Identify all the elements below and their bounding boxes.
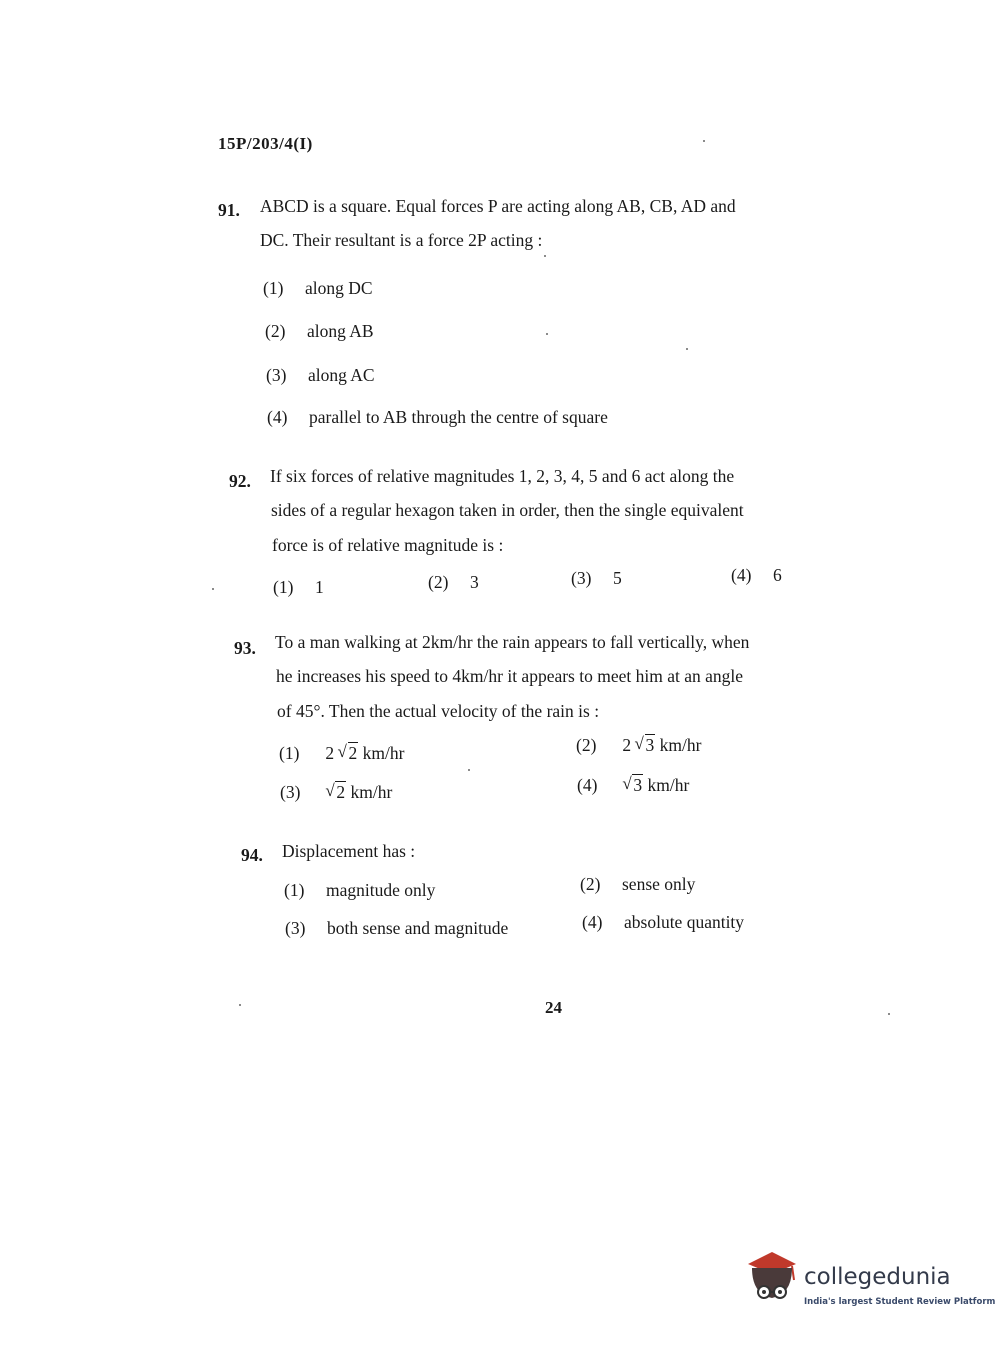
scan-speck <box>546 333 548 335</box>
option-3 <box>285 918 508 939</box>
scan-speck <box>212 588 214 590</box>
page-code: 15P/203/4(I) <box>218 134 313 153</box>
mascot-icon <box>742 1248 802 1310</box>
option-text: parallel to AB through the centre of square <box>309 407 608 427</box>
option-4 <box>577 775 689 796</box>
question-text-line: If six forces of relative magnitudes 1, 2, 3, 4, 5 and 6 act along the <box>270 466 735 486</box>
question-text-line: force is of relative magnitude is : <box>272 535 504 555</box>
option-number: (2) <box>428 572 449 592</box>
option-coefficient: 2 <box>325 743 335 763</box>
option-number: (1) <box>279 743 300 763</box>
option-3 <box>571 568 622 589</box>
option-1 <box>279 743 404 764</box>
question-text-line: Displacement has : <box>282 841 416 861</box>
question-text-line: ABCD is a square. Equal forces P are acting along AB, CB, AD and <box>260 196 736 216</box>
option-number: (1) <box>284 880 305 900</box>
option-4 <box>582 912 744 933</box>
question-number: 93. <box>234 638 256 658</box>
option-1 <box>284 880 435 901</box>
option-number: (3) <box>571 568 592 588</box>
question-text-line: To a man walking at 2km/hr the rain appears to fall vertically, when <box>275 632 750 652</box>
logo-tagline: India's largest Student Review Platform <box>804 1297 996 1307</box>
square-root-symbol <box>636 735 656 756</box>
option-unit: km/hr <box>659 735 702 755</box>
option-unit: km/hr <box>362 743 405 763</box>
scan-speck <box>686 348 688 350</box>
scan-speck <box>468 769 470 771</box>
option-4 <box>267 407 608 428</box>
question-number: 92. <box>229 471 251 491</box>
option-number: (3) <box>266 365 287 385</box>
option-text: absolute quantity <box>624 912 745 932</box>
option-number: (2) <box>576 735 597 755</box>
radicand: 2 <box>336 782 346 802</box>
option-text: along AB <box>307 321 374 341</box>
option-text: both sense and magnitude <box>327 918 509 938</box>
option-number: (3) <box>285 918 306 938</box>
scan-speck <box>703 140 705 142</box>
option-number: (2) <box>265 321 286 341</box>
option-2 <box>265 321 374 342</box>
question-text-line: he increases his speed to 4km/hr it appears to meet him at an angle <box>276 666 744 686</box>
option-2 <box>580 874 695 895</box>
option-number: (4) <box>577 775 598 795</box>
option-number: (2) <box>580 874 601 894</box>
question-number: 94. <box>241 845 263 865</box>
square-root-symbol <box>623 775 643 796</box>
option-text: 1 <box>315 577 324 597</box>
scan-speck <box>888 1013 890 1015</box>
option-unit: km/hr <box>350 782 393 802</box>
option-2 <box>428 572 479 593</box>
collegedunia-logo <box>742 1248 996 1318</box>
scan-speck <box>544 255 546 257</box>
question-text-line: sides of a regular hexagon taken in order, then the single equivalent <box>271 500 744 520</box>
radicand: 3 <box>645 735 655 755</box>
option-text: along DC <box>305 278 373 298</box>
option-2 <box>576 735 701 756</box>
option-text: 5 <box>613 568 622 588</box>
square-root-symbol <box>326 782 346 803</box>
logo-wordmark: collegedunia <box>804 1264 951 1290</box>
option-text: magnitude only <box>326 880 436 900</box>
option-unit: km/hr <box>647 775 690 795</box>
option-number: (1) <box>273 577 294 597</box>
radicand: 3 <box>633 775 643 795</box>
scan-speck <box>239 1004 241 1006</box>
question-text-line: DC. Their resultant is a force 2P acting : <box>260 230 543 250</box>
question-number: 91. <box>218 200 240 220</box>
option-number: (4) <box>731 565 752 585</box>
option-text: 3 <box>470 572 479 592</box>
option-number: (4) <box>582 912 603 932</box>
option-number: (3) <box>280 782 301 802</box>
option-text: along AC <box>308 365 375 385</box>
option-number: (1) <box>263 278 284 298</box>
option-coefficient: 2 <box>622 735 632 755</box>
page-number: 24 <box>545 998 562 1017</box>
option-number: (4) <box>267 407 288 427</box>
option-3 <box>280 782 392 803</box>
option-3 <box>266 365 375 386</box>
option-text: 6 <box>773 565 782 585</box>
square-root-symbol <box>339 743 359 764</box>
option-1 <box>263 278 373 299</box>
option-text: sense only <box>622 874 696 894</box>
option-1 <box>273 577 324 598</box>
question-text-line: of 45°. Then the actual velocity of the rain is : <box>277 701 600 721</box>
radicand: 2 <box>348 743 358 763</box>
option-4 <box>731 565 782 586</box>
